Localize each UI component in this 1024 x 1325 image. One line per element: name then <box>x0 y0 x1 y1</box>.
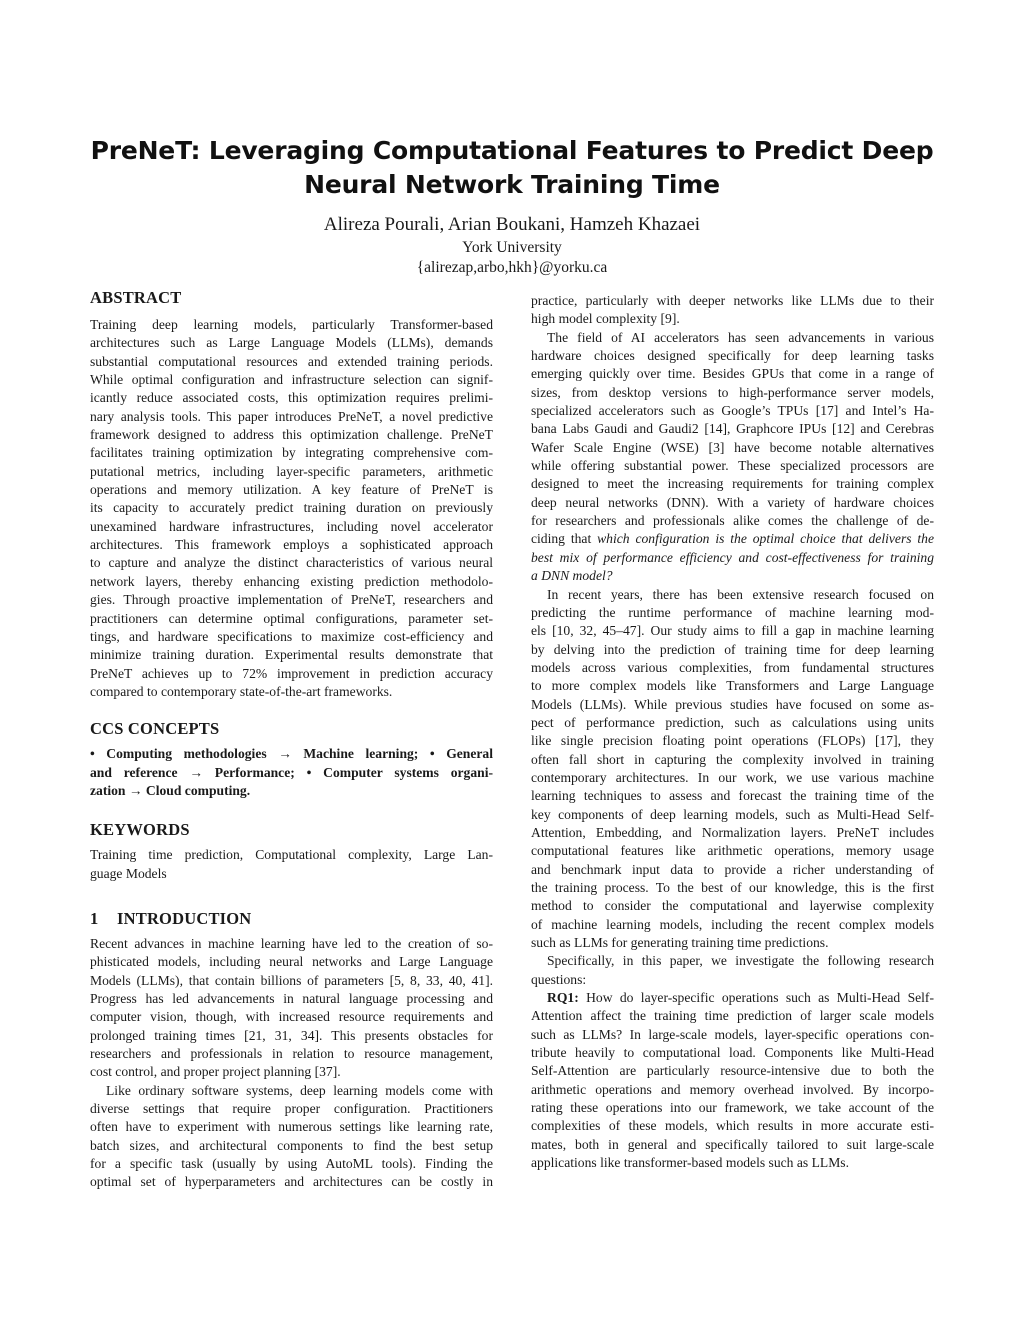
body-line: computational features like arithmetic operations, memory usage <box>531 843 934 859</box>
intro-line: Progress has led advancements in natural language processing and <box>90 990 493 1006</box>
body-line: Self-Attention are particularly resource-intensive due to both the <box>531 1063 934 1079</box>
body-line: key components of deep learning models, such as Multi-Head Self- <box>531 806 934 822</box>
body-line: rating these operations into our framework, we take account of the <box>531 1100 934 1116</box>
intro-line: Models (LLMs), that contain billions of parameters [5, 8, 33, 40, 41]. <box>90 972 493 988</box>
body-line: tribute heavily to computational load. Components like Multi-Head <box>531 1045 934 1061</box>
keywords-line: Training time prediction, Computational complexity, Large Lan- <box>90 847 493 863</box>
abstract-line: substantial computational resources and extended training periods. <box>90 353 493 369</box>
authors: Alireza Pourali, Arian Boukani, Hamzeh Khazaei <box>323 214 701 235</box>
section-number: 1 <box>90 908 99 928</box>
ccs-line: • Computing methodologies → Machine learning; • General <box>90 746 493 762</box>
abstract-body <box>90 316 493 701</box>
abstract-line: facilitates training optimization by integrating comprehensive com- <box>90 445 493 461</box>
body-line: pect of performance prediction, such as calculations using units <box>531 714 934 730</box>
right-paragraph-3 <box>531 586 934 953</box>
abstract-line: practitioners can determine optimal configurations, parameter set- <box>90 610 493 626</box>
abstract-line: icantly reduce associated costs, this optimization requires prelimi- <box>90 390 493 406</box>
body-line: The field of AI accelerators has seen advancements in various <box>547 329 934 345</box>
right-paragraph-4 <box>531 952 934 989</box>
abstract-line: framework designed to address this optimization challenge. PreNeT <box>90 427 493 443</box>
ccs-line: and reference → Performance; • Computer systems organi- <box>90 764 493 780</box>
body-line: In recent years, there has been extensive research focused on <box>547 586 934 602</box>
body-line: designed to meet the increasing requirements for training complex <box>531 476 934 492</box>
abstract-line: its capacity to accurately predict training duration on previously <box>90 500 493 516</box>
body-line: best mix of performance efficiency and cost-effectiveness for training <box>531 549 934 565</box>
body-line: applications like transformer-based models such as LLMs. <box>531 1155 849 1171</box>
intro-line: diverse settings that require proper configuration. Practitioners <box>90 1101 493 1117</box>
ccs-body <box>90 745 493 800</box>
abstract-line: minimize training duration. Experimental results demonstrate that <box>90 647 493 663</box>
abstract-line: architectures. This framework employs a sophisticated approach <box>90 537 493 553</box>
body-line: deep neural networks (DNN). With a variety of hardware choices <box>531 494 934 510</box>
abstract-line: operations and memory utilization. A key feature of PreNeT is <box>90 482 493 498</box>
research-question-italic: which configuration is the optimal choice that delivers the <box>597 531 934 547</box>
body-line: for researchers and professionals alike comes the challenge of de- <box>531 513 934 529</box>
body-line: Attention, Embedding, and Normalization layers. PreNeT includes <box>531 824 934 840</box>
body-line: a DNN model? <box>531 568 613 584</box>
intro-line: often have to experiment with numerous settings like learning rate, <box>90 1119 493 1135</box>
body-line: learning techniques to assess and forecast the training time of the <box>531 788 934 804</box>
ccs-line: zation → Cloud computing. <box>90 782 251 798</box>
rq1-paragraph <box>531 989 934 1172</box>
keywords-body <box>90 846 493 883</box>
body-line: complexities of these models, which results in more accurate esti- <box>531 1118 934 1134</box>
body-line: Attention affect the training time prediction of larger scale models <box>531 1008 934 1024</box>
intro-line: computer vision, though, with increased resource requirements and <box>90 1009 493 1025</box>
author-emails: {alirezap,arbo,hkh}@yorku.ca <box>416 259 608 276</box>
body-line: such as LLMs? In large-scale models, layer-specific operations con- <box>531 1026 934 1042</box>
body-line: els [10, 32, 45–47]. Our study aims to fill a gap in machine learning <box>531 623 934 639</box>
body-line: Wafer Scale Engine (WSE) [3] have become notable alternatives <box>531 439 934 455</box>
affiliation: York University <box>462 239 562 256</box>
abstract-line: unexamined hardware infrastructures, including novel accelerator <box>90 518 493 534</box>
body-line <box>531 530 934 548</box>
intro-line: phisticated models, including neural networks and Large Language <box>90 954 493 970</box>
body-line: by delving into the prediction of training time for deep learning <box>531 641 934 657</box>
body-line: the training process. To the best of our knowledge, this is the first <box>531 880 934 895</box>
keywords-line: guage Models <box>90 865 167 881</box>
abstract-line: While optimal configuration and infrastructure selection can signif- <box>90 372 493 388</box>
abstract-line: network layers, thereby enhancing existing prediction methodolo- <box>90 573 493 589</box>
intro-line: Like ordinary software systems, deep learning models come with <box>106 1082 493 1098</box>
body-line: such as LLMs for generating training time predictions. <box>531 935 829 951</box>
abstract-line: PreNeT achieves up to 72% improvement in prediction accuracy <box>90 665 493 681</box>
intro-line: batch sizes, and architectural components to find the best setup <box>90 1137 493 1153</box>
body-line: Specifically, in this paper, we investigate the following research <box>547 953 934 969</box>
body-line: arithmetic operations and memory overhead involved. By incorpo- <box>531 1081 934 1097</box>
abstract-line: tings, and hardware specifications to maximize cost-efficiency and <box>90 628 493 644</box>
title-line: PreNeT: Leveraging Computational Features to Predict Deep <box>90 136 934 165</box>
left-column <box>90 288 493 1192</box>
body-line <box>531 989 934 1007</box>
abstract-line: to capture and analyze the distinct characteristics of various neural <box>90 555 493 571</box>
body-line: specialized accelerators such as Google’s TPUs [17] and Intel’s Ha- <box>531 403 934 419</box>
body-line: sizes, from desktop versions to high-performance server models, <box>531 384 934 400</box>
abstract-line: gies. Through proactive implementation of PreNeT, researchers and <box>90 592 493 608</box>
intro-paragraph-1 <box>90 935 493 1082</box>
paper-title <box>60 134 964 202</box>
intro-line: for a specific task (usually by using AutoML tools). Finding the <box>90 1156 493 1172</box>
intro-line: cost control, and proper project planning [37]. <box>90 1064 341 1080</box>
body-line: emerging quickly over time. Besides GPUs that come in a range of <box>531 366 934 382</box>
body-line: often fall short in capturing the complexity involved in training <box>531 751 934 767</box>
intro-heading <box>90 909 493 929</box>
body-line: method to consider the computational and layerwise complexity <box>531 898 934 914</box>
body-text: ciding that <box>531 531 598 547</box>
section-title: INTRODUCTION <box>117 908 252 928</box>
body-line: like single precision floating point operations (FLOPs) [17], they <box>531 733 934 749</box>
body-line: Models (LLMs). While previous studies have focused on some as- <box>531 696 934 712</box>
abstract-heading: ABSTRACT <box>90 288 182 307</box>
body-line: predicting the runtime performance of machine learning mod- <box>531 604 934 620</box>
body-line: bana Labs Gaudi and Gaudi2 [14], Graphcore IPUs [12] and Cerebras <box>531 421 934 437</box>
intro-line: Recent advances in machine learning have led to the creation of so- <box>90 935 493 951</box>
intro-paragraph-2 <box>90 1082 493 1192</box>
intro-line: prolonged training times [21, 31, 34]. This presents obstacles for <box>90 1027 493 1043</box>
body-line: of machine learning models, including the recent complex models <box>531 916 934 932</box>
body-line: practice, particularly with deeper networks like LLMs due to their <box>531 293 934 308</box>
right-paragraph-2 <box>531 329 934 586</box>
body-line: contemporary architectures. In our work, we use various machine <box>531 769 934 785</box>
abstract-line: architectures such as Large Language Models (LLMs), demands <box>90 335 493 351</box>
intro-line: optimal set of hyperparameters and architectures can be costly in <box>90 1174 493 1190</box>
right-paragraph-1 <box>531 292 934 329</box>
body-line: while offering substantial power. These specialized processors are <box>531 458 934 474</box>
body-line: hardware choices designed specifically for deep learning tasks <box>531 348 934 364</box>
body-line: to more complex models like Transformers and Large Language <box>531 678 934 694</box>
body-line: questions: <box>531 971 587 987</box>
body-line: mates, both in general and specifically tailored to suit large-scale <box>531 1136 934 1152</box>
body-line: high model complexity [9]. <box>531 311 680 327</box>
body-line: and benchmark input data to provide a richer understanding of <box>531 861 934 877</box>
rq1-label: RQ1: <box>547 990 579 1006</box>
abstract-line: compared to contemporary state-of-the-art frameworks. <box>90 683 393 699</box>
abstract-line: Training deep learning models, particularly Transformer-based <box>90 317 493 332</box>
abstract-line: nary analysis tools. This paper introduces PreNeT, a novel predictive <box>90 408 493 424</box>
body-text: How do layer-specific operations such as Multi-Head Self- <box>578 990 934 1006</box>
intro-line: researchers and professionals in relation to resource management, <box>90 1046 493 1061</box>
ccs-heading: CCS CONCEPTS <box>90 719 220 739</box>
title-line: Neural Network Training Time <box>304 170 720 199</box>
body-line: models across various complexities, from fundamental structures <box>531 659 934 675</box>
right-column <box>531 292 934 1173</box>
abstract-line: putational metrics, including layer-specific parameters, arithmetic <box>90 463 493 479</box>
keywords-heading: KEYWORDS <box>90 820 190 840</box>
